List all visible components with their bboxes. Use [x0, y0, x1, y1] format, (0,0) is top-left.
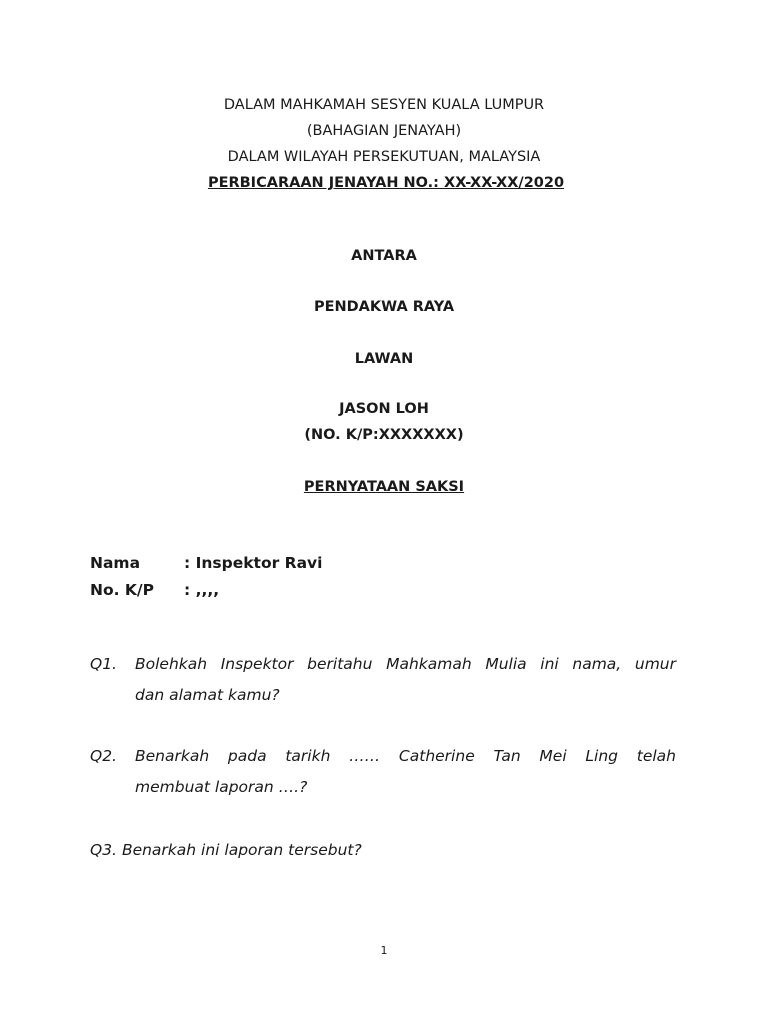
question-number: Q3.: [90, 841, 117, 859]
court-jurisdiction: DALAM WILAYAH PERSEKUTUAN, MALAYSIA: [227, 149, 541, 165]
between-label: ANTARA: [351, 248, 417, 264]
witness-name-label: Nama: [90, 554, 141, 572]
document-title: [0, 474, 768, 500]
question-2-row: [90, 741, 676, 772]
witness-name-row: [90, 550, 322, 577]
prosecutor-label: PENDAKWA RAYA: [313, 299, 455, 315]
accused-id: (NO. K/P:XXXXXXX): [304, 427, 464, 443]
question-3-row: [90, 835, 676, 866]
question-3: [90, 835, 676, 866]
question-1-row: [90, 649, 676, 680]
question-2: [90, 741, 676, 803]
question-text-continued: membuat laporan ….?: [135, 778, 308, 796]
question-number: Q2.: [90, 747, 117, 765]
case-number: PERBICARAAN JENAYAH NO.: XX-XX-XX/2020: [207, 175, 565, 191]
accused-name: JASON LOH: [339, 401, 429, 417]
court-name: DALAM MAHKAMAH SESYEN KUALA LUMPUR: [223, 97, 545, 113]
witness-id-value: : ,,,,: [184, 581, 220, 599]
page-number: 1: [380, 944, 388, 957]
court-division: (BAHAGIAN JENAYAH): [306, 123, 462, 139]
question-number: Q1.: [90, 655, 117, 673]
question-text: Benarkah ini laporan tersebut?: [121, 841, 362, 859]
question-text: Benarkah pada tarikh …… Catherine Tan Mei Ling telah: [135, 747, 676, 765]
question-text: Bolehkah Inspektor beritahu Mahkamah Mulia ini nama, umur: [135, 655, 676, 673]
witness-id-label: No. K/P: [90, 581, 154, 599]
witness-name-value: : Inspektor Ravi: [184, 554, 323, 572]
document-title-text: PERNYATAAN SAKSI: [303, 479, 465, 495]
court-header: [0, 92, 768, 196]
question-1: [90, 649, 676, 711]
witness-info: [90, 550, 322, 604]
witness-id-row: [90, 577, 322, 604]
versus-label: LAWAN: [354, 351, 414, 367]
question-text-continued: dan alamat kamu?: [135, 686, 280, 704]
